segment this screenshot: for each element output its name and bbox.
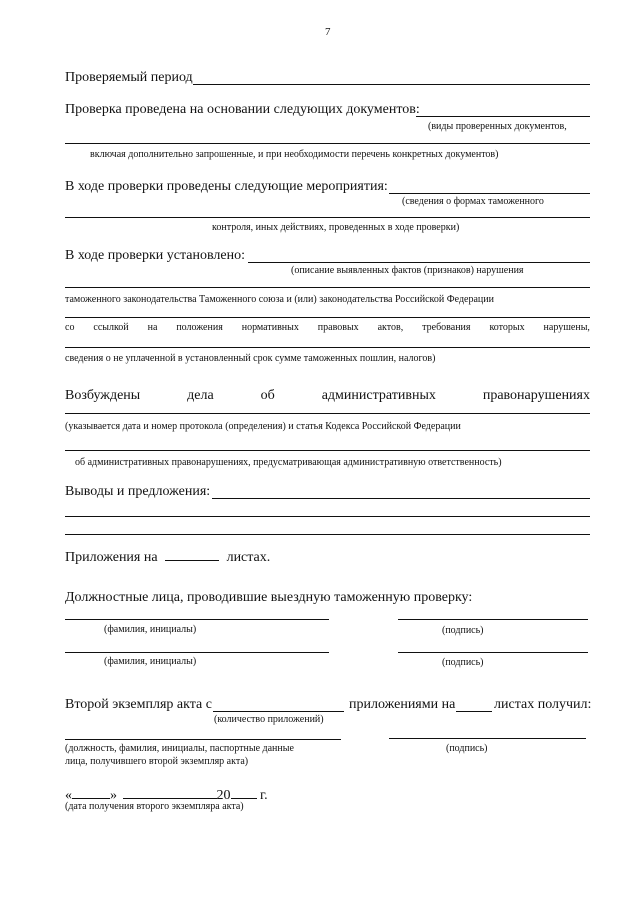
second-copy-sign-caption: (подпись) [446, 743, 488, 754]
findings-caption-3-word: правовых [317, 322, 359, 333]
basis-caption-2: включая дополнительно запрошенные, и при необходимости перечень конкретных документов) [90, 149, 499, 160]
conclusions-line-3[interactable] [65, 534, 590, 535]
date-year-suffix: г. [260, 788, 268, 803]
second-copy-sign-line[interactable] [389, 738, 586, 739]
second-copy-label-pre: Второй экземпляр акта с [65, 697, 212, 712]
measures-line-2[interactable] [65, 217, 590, 218]
admin-cases-line-2[interactable] [65, 450, 590, 451]
findings-caption-1: (описание выявленных фактов (признаков) нарушения [291, 265, 524, 276]
findings-caption-2: таможенного законодательства Таможенного союза и (или) законодательства Российской Федерации [65, 294, 494, 305]
basis-line-1[interactable] [416, 116, 590, 117]
date-close-quote: » [110, 788, 117, 803]
admin-cases-word: дела [187, 388, 214, 403]
findings-caption-3 [65, 322, 590, 333]
second-copy-label-post: листах получил: [494, 697, 592, 712]
official-1-sign-line[interactable] [398, 619, 588, 620]
findings-line-3[interactable] [65, 317, 590, 318]
official-2-name-line[interactable] [65, 652, 329, 653]
findings-caption-3-word: на [147, 322, 158, 333]
official-1-sign-caption: (подпись) [442, 625, 484, 636]
official-1-name-caption: (фамилия, инициалы) [104, 624, 197, 635]
period-line[interactable] [193, 84, 590, 85]
admin-cases-word: Возбуждены [65, 388, 141, 403]
findings-caption-3-word: требования [422, 322, 471, 333]
conclusions-label: Выводы и предложения: [65, 484, 211, 499]
attachments-label [65, 546, 270, 566]
second-copy-person-caption-1: (должность, фамилия, инициалы, паспортные данные [65, 743, 294, 754]
admin-cases-word: административных [321, 388, 436, 403]
conclusions-line-2[interactable] [65, 516, 590, 517]
second-copy-sheets-line[interactable] [456, 711, 492, 712]
second-copy-count-line[interactable] [213, 711, 344, 712]
findings-caption-3-word: актов, [377, 322, 404, 333]
findings-caption-3-word: ссылкой [93, 322, 129, 333]
official-2-sign-caption: (подпись) [442, 657, 484, 668]
attachments-label-post: листах. [226, 550, 271, 565]
measures-label: В ходе проверки проведены следующие мероприятия: [65, 179, 388, 194]
admin-cases-word: об [260, 388, 275, 403]
date-month-field[interactable] [123, 784, 217, 799]
findings-caption-3-word: которых [489, 322, 525, 333]
admin-cases-caption-2: об административных правонарушениях, предусматривающая административную ответственность) [75, 457, 502, 468]
basis-line-2[interactable] [65, 143, 590, 144]
date-open-quote: « [65, 788, 72, 803]
basis-caption-1: (виды проверенных документов, [428, 121, 567, 132]
measures-caption-2: контроля, иных действиях, проведенных в ходе проверки) [212, 222, 460, 233]
findings-caption-3-word: положения [176, 322, 223, 333]
conclusions-line-1[interactable] [212, 498, 590, 499]
basis-label: Проверка проведена на основании следующих документов: [65, 102, 420, 117]
measures-caption-1: (сведения о формах таможенного [402, 196, 544, 207]
findings-line-2[interactable] [65, 287, 590, 288]
date-caption: (дата получения второго экземпляра акта) [65, 801, 244, 812]
findings-line-1[interactable] [248, 262, 590, 263]
second-copy-count-caption: (количество приложений) [214, 714, 324, 725]
official-2-name-caption: (фамилия, инициалы) [104, 656, 197, 667]
second-copy-person-line[interactable] [65, 739, 341, 740]
admin-cases-line-1[interactable] [65, 413, 590, 414]
findings-line-4[interactable] [65, 347, 590, 348]
findings-caption-3-word: со [65, 322, 75, 333]
measures-line-1[interactable] [389, 193, 590, 194]
findings-label: В ходе проверки установлено: [65, 248, 245, 263]
period-label: Проверяемый период [65, 70, 193, 85]
admin-cases-label [65, 388, 590, 404]
second-copy-label-mid: приложениями на [349, 697, 456, 712]
official-1-name-line[interactable] [65, 619, 329, 620]
findings-caption-4: сведения о не уплаченной в установленный срок сумме таможенных пошлин, налогов) [65, 353, 436, 364]
official-2-sign-line[interactable] [398, 652, 588, 653]
date-year-prefix: 20 [216, 788, 231, 803]
admin-cases-word: правонарушениях [482, 388, 590, 403]
admin-cases-caption-1: (указывается дата и номер протокола (определения) и статья Кодекса Российской Федерации [65, 421, 461, 432]
officials-label: Должностные лица, проводившие выездную таможенную проверку: [65, 590, 473, 605]
findings-caption-3-word: нормативных [241, 322, 299, 333]
page-number: 7 [325, 26, 331, 38]
findings-caption-3-word: нарушены, [543, 322, 590, 333]
second-copy-person-caption-2: лица, получившего второй экземпляр акта) [65, 756, 249, 767]
date-year-field[interactable] [231, 784, 257, 799]
attachments-count-field[interactable] [165, 546, 219, 561]
date-day-field[interactable] [72, 784, 110, 799]
attachments-label-pre: Приложения на [65, 550, 158, 565]
